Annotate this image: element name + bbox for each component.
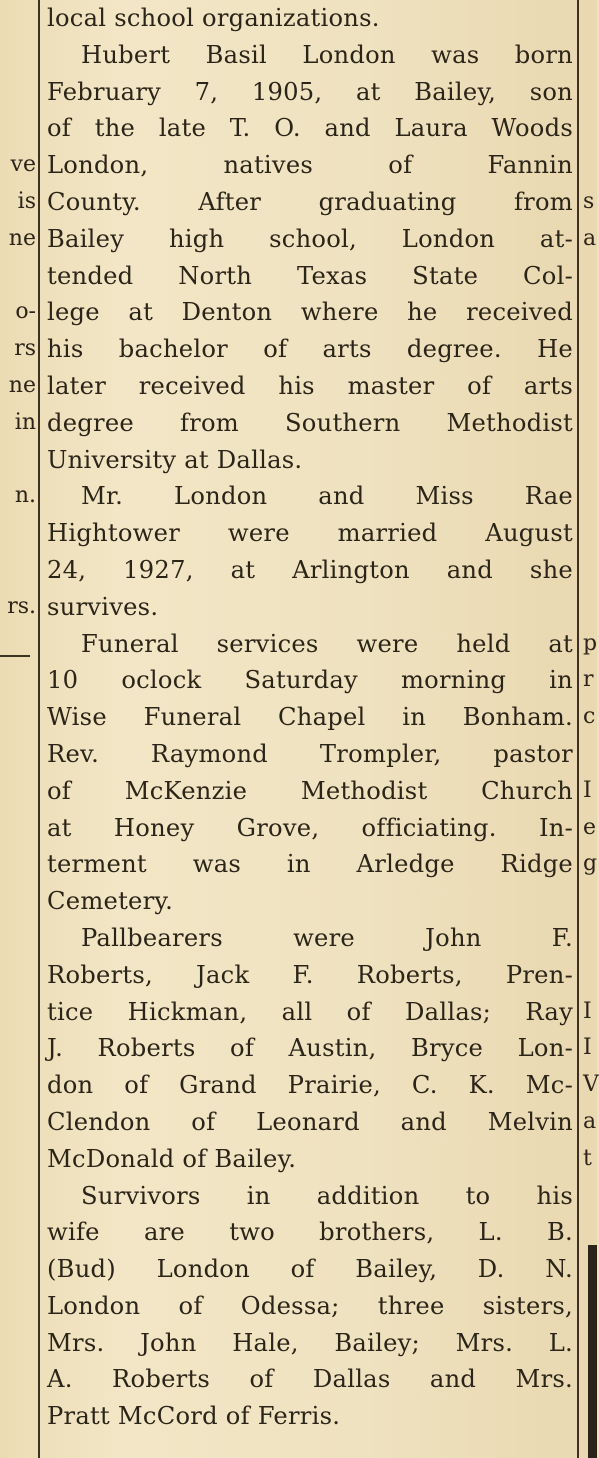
article-line: County. After graduating from (47, 187, 573, 216)
adjacent-column-fragment: g (583, 851, 598, 877)
right-column-dark-edge (588, 1245, 597, 1458)
column-rule-right (577, 0, 579, 1458)
article-line: tice Hickman, all of Dallas; Ray (47, 997, 573, 1026)
article-line: Mrs. John Hale, Bailey; Mrs. L. (47, 1328, 573, 1357)
adjacent-column-fragment: I (583, 1035, 592, 1061)
adjacent-column-fragment: c (583, 704, 596, 730)
adjacent-column-fragment: a (583, 1109, 597, 1134)
article-line: J. Roberts of Austin, Bryce Lon- (47, 1034, 573, 1063)
article-line: survives. (47, 592, 159, 621)
article-line: Pallbearers were John F. (81, 923, 573, 952)
adjacent-column-fragment: I (583, 777, 592, 803)
article-line: Rev. Raymond Trompler, pastor (47, 739, 573, 768)
adjacent-column-fragment: s (583, 189, 595, 214)
article-line: Hubert Basil London was born (81, 40, 573, 69)
article-line: his bachelor of arts degree. He (47, 335, 573, 364)
obituary-article (47, 0, 573, 1435)
article-line: Mr. London and Miss Rae (81, 482, 573, 511)
article-line: at Honey Grove, officiating. In- (47, 813, 573, 842)
article-line: Survivors in addition to his (81, 1181, 573, 1210)
article-line: lege at Denton where he received (47, 298, 573, 327)
adjacent-column-fragment: p (583, 630, 598, 656)
adjacent-column-fragment: rs (14, 336, 36, 362)
article-line: Funeral services were held at (81, 629, 573, 658)
adjacent-column-fragment: t (583, 1145, 592, 1171)
article-line: tended North Texas State Col- (47, 261, 573, 290)
article-line: London of Odessa; three sisters, (47, 1291, 573, 1320)
article-line: local school organizations. (47, 4, 380, 32)
adjacent-column-fragment: V (583, 1072, 599, 1098)
article-line: February 7, 1905, at Bailey, son (47, 77, 573, 106)
article-line: of McKenzie Methodist Church (47, 776, 573, 805)
adjacent-column-fragment: r (583, 667, 594, 693)
article-line: Bailey high school, London at- (47, 224, 573, 253)
article-line: don of Grand Prairie, C. K. Mc- (47, 1071, 573, 1100)
article-line: wife are two brothers, L. B. (47, 1218, 573, 1247)
adjacent-column-fragment: o- (15, 299, 36, 325)
adjacent-column-fragment: n. (14, 483, 36, 509)
article-line: A. Roberts of Dallas and Mrs. (47, 1365, 573, 1394)
article-line: Clendon of Leonard and Melvin (47, 1107, 573, 1136)
column-rule-left (38, 0, 40, 1458)
article-line: 24, 1927, at Arlington and she (47, 555, 573, 584)
adjacent-column-fragment: in (14, 409, 36, 435)
article-line: London, natives of Fannin (47, 151, 573, 180)
article-line: Pratt McCord of Ferris. (47, 1402, 341, 1431)
article-line: (Bud) London of Bailey, D. N. (47, 1255, 573, 1284)
adjacent-column-fragment: e (583, 814, 597, 840)
adjacent-column-fragment: rs. (7, 593, 36, 619)
article-line: later received his master of arts (47, 371, 573, 400)
adjacent-column-fragment: ne (8, 373, 36, 398)
article-line: Cemetery. (47, 887, 174, 916)
article-line: Roberts, Jack F. Roberts, Pren- (47, 960, 573, 989)
article-line: Wise Funeral Chapel in Bonham. (47, 703, 573, 732)
adjacent-column-fragment: I (583, 998, 592, 1024)
article-line: 10 oclock Saturday morning in (47, 666, 573, 695)
article-line: of the late T. O. and Laura Woods (47, 114, 573, 143)
article-line: McDonald of Bailey. (47, 1144, 297, 1173)
left-column-divider (0, 655, 30, 657)
article-line: terment was in Arledge Ridge (47, 850, 573, 879)
adjacent-column-fragment: ne (8, 225, 36, 251)
article-line: Hightower were married August (47, 519, 573, 548)
adjacent-column-fragment: a (583, 225, 597, 251)
article-line: University at Dallas. (47, 445, 303, 474)
adjacent-column-fragment: is (17, 189, 36, 214)
adjacent-column-fragment: ve (10, 152, 36, 178)
article-line: degree from Southern Methodist (47, 408, 573, 437)
